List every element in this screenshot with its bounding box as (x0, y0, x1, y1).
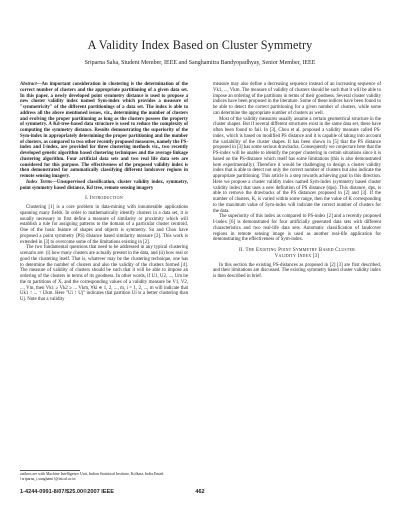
body-paragraph-3: The superiority of this index as compared to PS-index [2] and a recently proposed I-index [6] is demonstrated for four artificially generated data sets with different characteristics and two real-life data sets. Automatic classification of landcover regions in remote sensing image is used as another real-life application for demonstrating the effectiveness of Sym-index. (213, 214, 381, 243)
abstract-text: —An important consideration in clustering is the determination of the correct number of clusters and the appropriate partitioning of a given data set. In this paper, a newly developed point symmetry distance is used to propose a new cluster validity index named Sym-index which provides a measure of "symmetricity" of the different partitionings of a data set. The index is able to address all the above mentioned issues, viz., determining the number of clusters and evolving the proper partitioning as long as the clusters possess the property of symmetry. A Kd-tree-based data structure is used to reduce the complexity of computing the symmetry distance. Results demonstrating the superiority of the Sym-index in appropriately determining the proper partitioning and the number of clusters, as compared to two other recently proposed measures, namely the PS-index and I-index, are provided for three clustering methods viz., two recently developed genetic algorithm based clustering techniques and the average linkage clustering algorithm. Four artificial data sets and two real life data sets are considered for this purpose. The effectiveness of the proposed validity index is then demonstrated for automatically classifying different landcover regions in remote sensing imagery. (20, 82, 188, 179)
intro-paragraph-1: Clustering [1] is a core problem in data-mining with innumerable applications spanning many fields. In order to mathematically identify clusters in a data set, it is usually necessary to first define a measure of similarity or proximity which will establish a rule for assigning patterns to the domain of a particular cluster centroid. One of the basic feature of shapes and objects is symmetry. Su and Chou have proposed a point symmetry (PS) distance based similarity measure [2]. This work is extended in [3] to overcome some of the limitations existing in [2]. (20, 205, 188, 245)
page-number: 462 (195, 489, 205, 495)
intro-paragraph-2: The two fundamental questions that need to be addressed in any typical clustering scenario are: (i) how many clusters are actually present in the data, and (ii) how real or good the clustering itself. That is, whatever may be the clustering technique, one has to determine the number of clusters and also the validity of the clusters formed [4]. The measure of validity of clusters should be such that it will be able to impose an ordering of the clusters in terms of its goodness. In other words, if U1, U2, ..., Um be the m partitions of X, and the corresponding values of a validity measure be V1, V2, ..., Vm, then Vk1 ≥ Vk2 ≥ ... Vkm, ∀ki ∈ 1, 2, ..., m, i = 1, 2, ..., m will indicate that Uk1 ↑ ... ↑ Ukm. Here "Ui ↑ Uj" indicates that partition Ui is a better clustering than Uj. Note that a validity (20, 245, 188, 302)
body-paragraph-4: In this section the existing PS-distances as proposed in [2] [3] are first described, and their limitations are discussed. The existing symmetry based cluster validity index is then described in brief. (213, 262, 381, 279)
section-heading-existing-index (213, 248, 381, 260)
section-heading-introduction: I. Introduction (85, 196, 123, 202)
paper-title: A Validity Index Based on Cluster Symmetry (87, 38, 313, 52)
index-terms-label: Index Terms (26, 179, 53, 185)
body-paragraph-1: measure may also define a decreasing sequence instead of an increasing sequence of Vk1, ..., Vkm. The measure of validity of clusters should be such that it will be able to impose an ordering of the partitions in terms of their goodness. Several cluster validity indices have been proposed in the literature. Some of these indices have been found to be able to detect the correct partitioning for a given number of clusters, while some can determine the appropriate number of clusters as well. (213, 82, 381, 116)
index-terms-text: —Unsupervised classification, cluster validity index, symmetry, point symmetry based distance, Kd tree, remote sensing imagery (20, 179, 188, 191)
section-heading-line-2: Validity Index [3] (274, 253, 320, 259)
right-column (213, 82, 381, 280)
abstract-label: Abstract (20, 82, 37, 87)
left-column (20, 82, 188, 303)
footnote-divider (20, 470, 80, 471)
abstract (20, 82, 188, 180)
isbn-copyright: 1-4244-0991-8/07/$25.00©2007 IEEE (20, 489, 115, 495)
author-footnote: authors are with Machine Intelligence Unit, Indian Statistical Institute, Kolkata, India,Email:{sriparna_r,sanghami}@isical.ac.in (20, 472, 165, 481)
section-heading-line-1: II. The Existing Point Symmetry Based Cluster (239, 248, 355, 253)
body-paragraph-2: Most of the validity measures usually assume a certain geometrical structure in the cluster shapes. But if several different structures exist in the same data set, these have often been found to fail. In [3], Chou et al. proposed a validity measure called PS-index, which is based on modified PS distance and it is capable of taking into account the variability of the cluster shapes. It has been shown in [5] that the PS distance proposed in [3] has some serious drawbacks. Consequently we conjecture here that the PS-index will be unable to identify the proper clustering in certain situations since it is based on the PS-distance which itself has some limitations (this is also demonstrated here experimentally). Therefore it would be challenging to design a cluster validity index that is able to detect not only the correct number of clusters but also indicate the appropriate partitioning. This article is a step towards achieving goal in this direction. Here we propose a cluster validity index named Sym-index (symmetry based cluster validity index) that uses a new definition of PS distance (dps). This distance, dps, is able to remove the drawbacks of the PS distances proposed in [2] and [3]. If the number of clusters, K, is varied within some range, then the value of K corresponding to the maximum value of Sym-index will indicate the correct number of clusters for the data. (213, 116, 382, 214)
paper-authors: Sriparna Saha, Student Member, IEEE and Sanghamitra Bandyopadhyay, Senior Member, IEEE (84, 60, 316, 66)
index-terms (20, 180, 188, 192)
